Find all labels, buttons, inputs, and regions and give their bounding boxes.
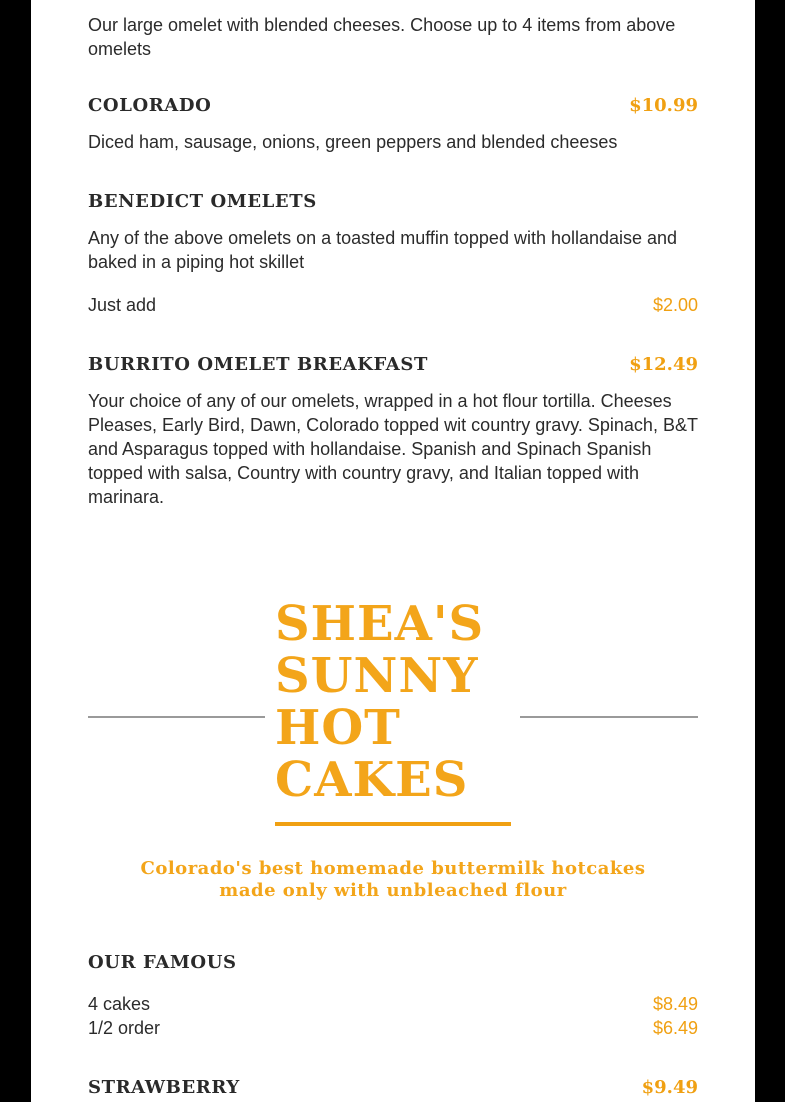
item-name: BURRITO OMELET BREAKFAST [88,354,428,375]
size-price: $6.49 [652,1018,698,1038]
section-title-underline [275,822,511,826]
section-title-line: SUNNY [275,648,479,704]
size-options [88,992,698,1040]
menu-item-top-partial [88,0,698,61]
tagline-line: made only with unbleached flour [219,880,567,901]
addon-price: $2.00 [652,295,698,315]
tagline-line: Colorado's best homemade buttermilk hotcakes [140,858,646,879]
size-option-row [88,1016,698,1040]
item-name: STRAWBERRY [88,1077,240,1098]
menu-item-strawberry [88,1077,698,1098]
item-description: Diced ham, sausage, onions, green peppers and blended cheeses [88,132,618,152]
item-name: BENEDICT OMELETS [88,191,317,212]
item-price: $9.49 [641,1077,698,1098]
size-option-row [88,992,698,1016]
size-label: 4 cakes [88,994,151,1014]
item-description: Your choice of any of our omelets, wrapped in a hot flour tortilla. Cheeses Pleases, Early Bird, Dawn, Colorado topped wit country gravy. Spinach, B&T and Asparagus topped with hollandaise. Spanish and Spinach Spanish topped with salsa, Country with country gravy, and Italian topped with marinara. [88,391,698,507]
addon-row [88,293,698,317]
section-title-line: SHEA'S [275,596,485,652]
item-price-partial [692,0,698,7]
divider-left [88,716,265,718]
section-title [275,598,511,806]
divider-right [520,716,698,718]
item-description: Our large omelet with blended cheeses. Choose up to 4 items from above omelets [88,15,676,59]
addon-label: Just add [88,295,157,315]
menu-item-our-famous [88,952,698,1040]
item-price: $12.49 [629,354,698,375]
item-name [88,0,95,7]
item-description: Any of the above omelets on a toasted muffin topped with hollandaise and baked in a piping hot skillet [88,228,678,272]
section-title-line: HOT [275,700,401,756]
section-tagline [88,858,698,902]
item-name: COLORADO [88,95,212,116]
menu-item-burrito [88,354,698,509]
size-price: $8.49 [652,994,698,1014]
size-label: 1/2 order [88,1018,161,1038]
section-title-line: CAKES [275,752,469,808]
item-price: $10.99 [629,95,698,116]
menu-page [31,0,755,1102]
item-name: OUR FAMOUS [88,952,237,973]
menu-item-colorado [88,95,698,154]
menu-item-benedict [88,191,698,317]
